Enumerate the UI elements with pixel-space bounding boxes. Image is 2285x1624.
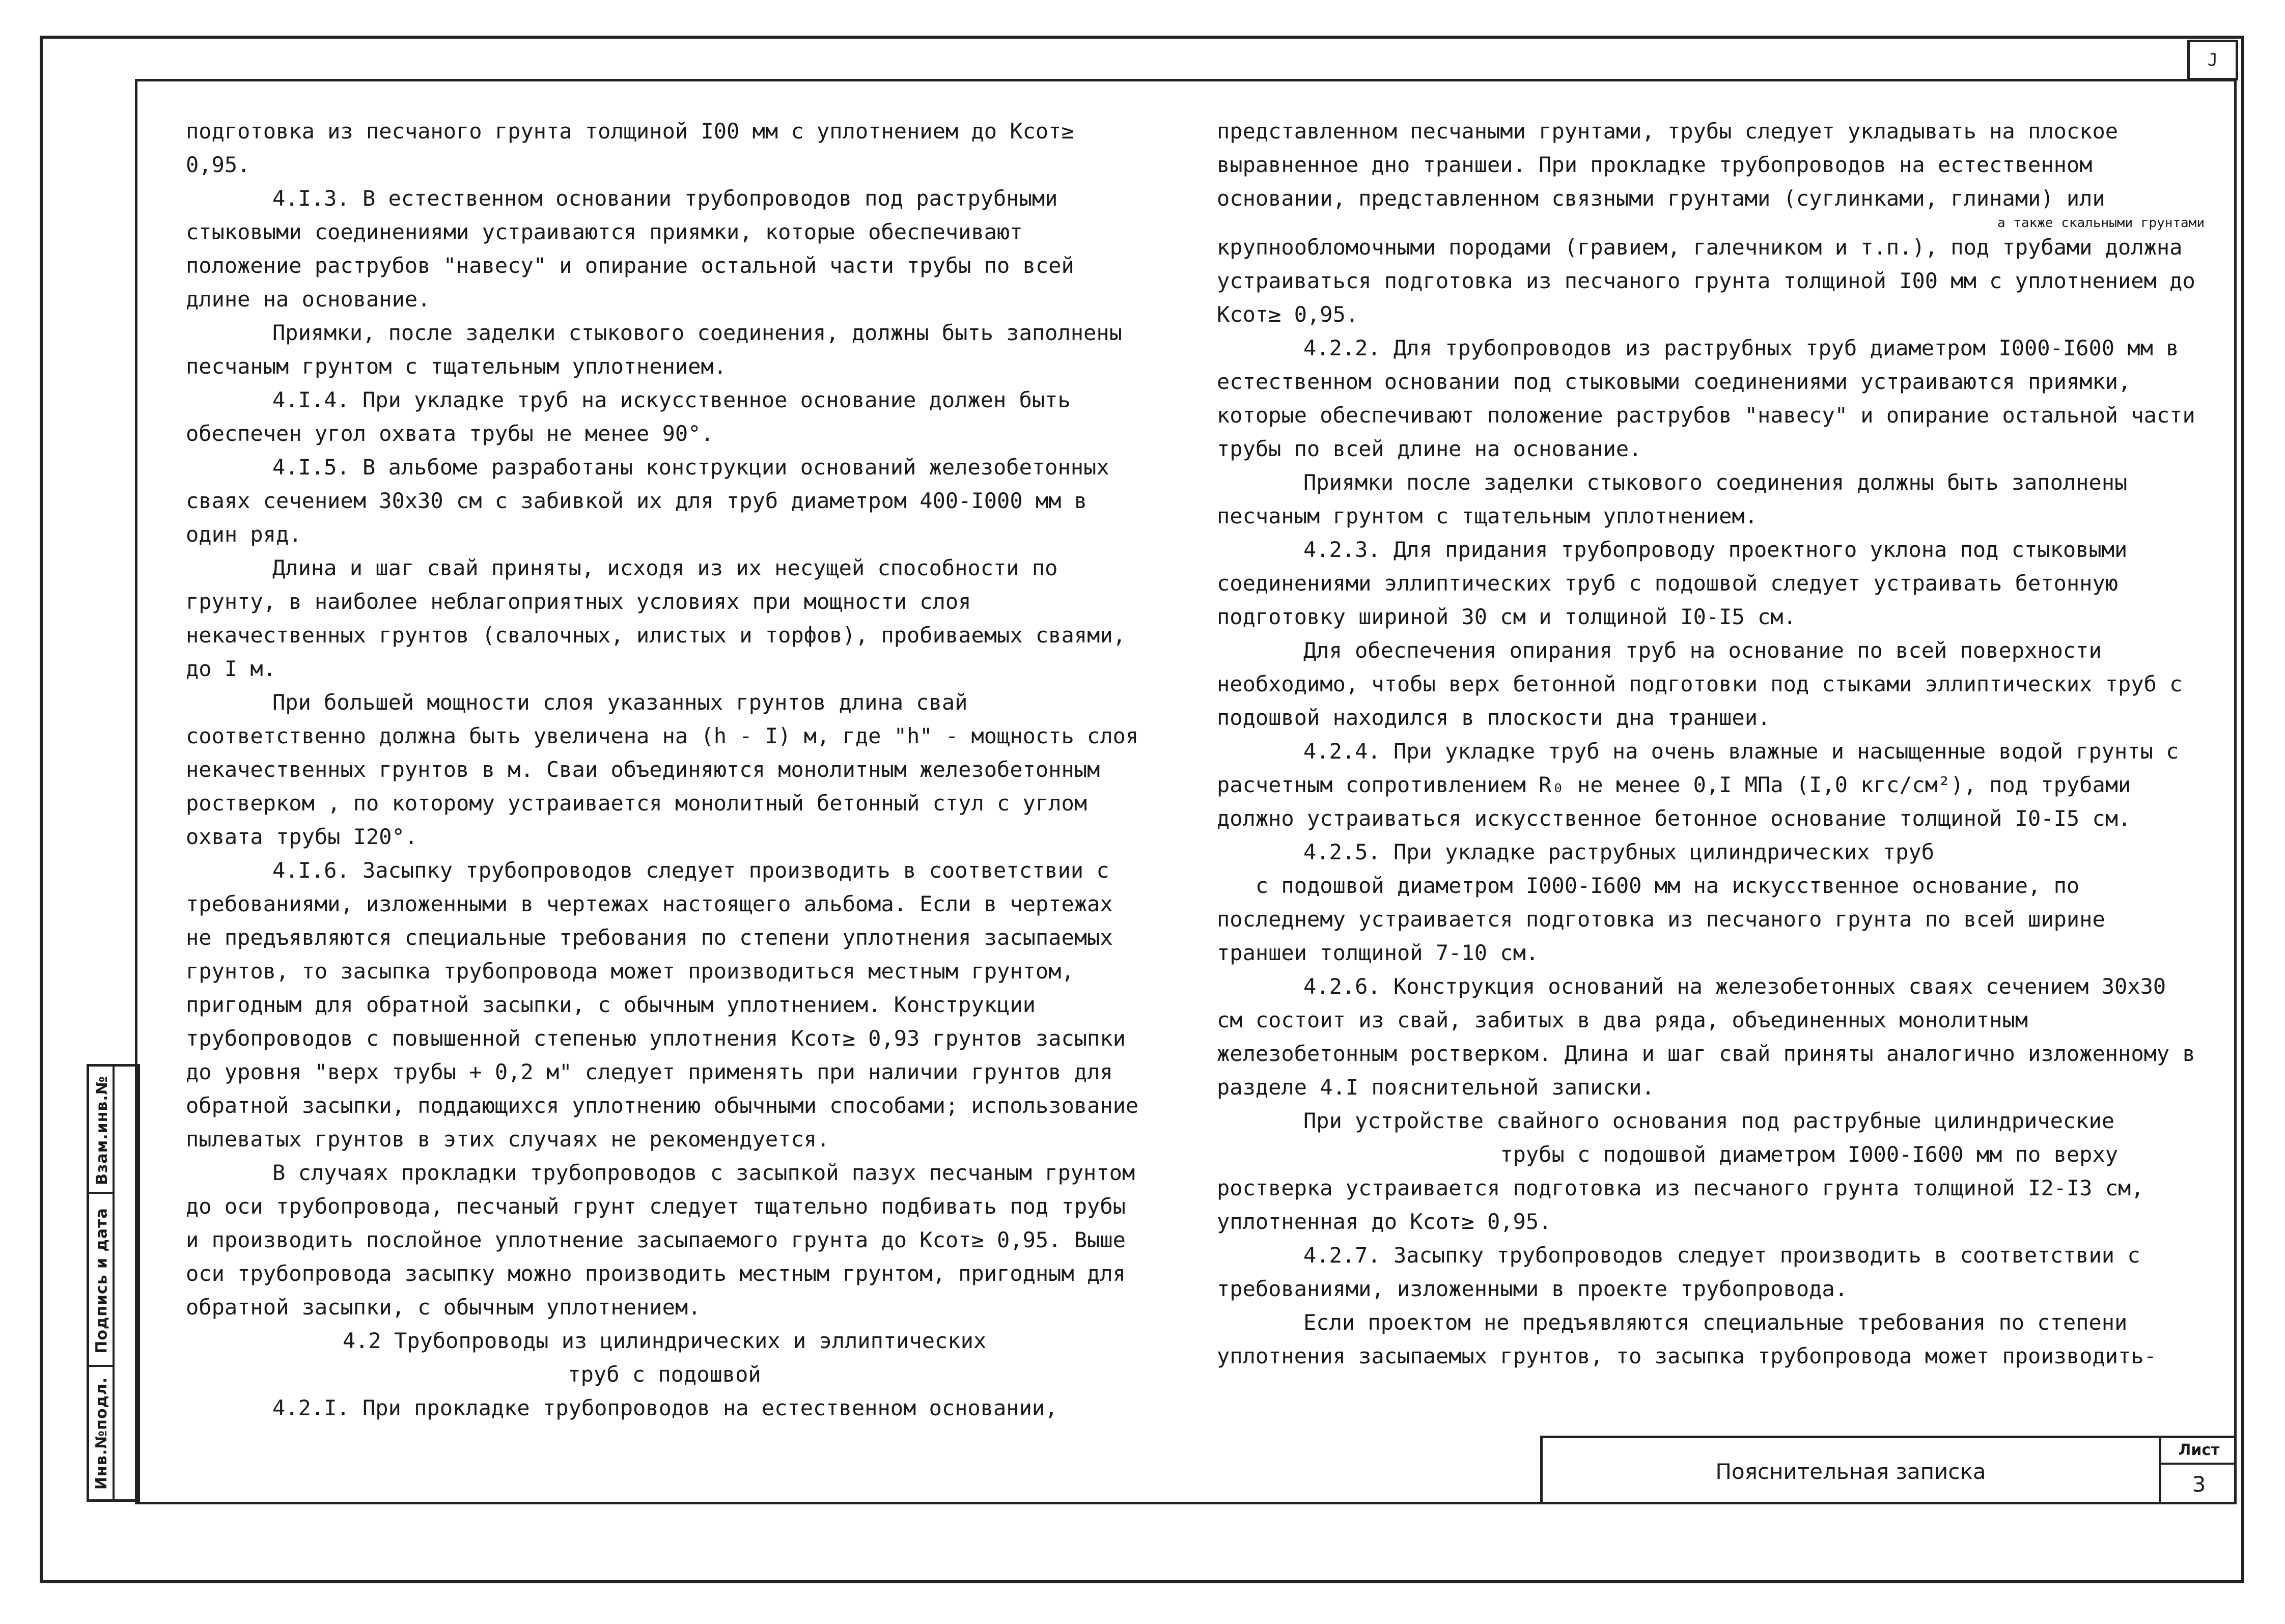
paragraph: Если проектом не предъявляются специальные требования по степени уплотнения засыпаемых грунтов, то засыпка трубопровода может производить- — [1217, 1310, 2157, 1368]
paragraph: крупнообломочными породами (гравием, галечником и т.п.), под трубами должна устраиваться подготовка из песчаного грунта толщиной I00 мм с уплотнением до Kсот≥ 0,95. — [1217, 235, 2209, 327]
paragraph: При большей мощности слоя указанных грунтов длина свай соответственно должна быть увеличена на (h - I) м, где "h" - мощность слоя некачественных грунтов в м. Сваи объединяются монолитным железобетонным ростверком , по которому устраивается монолитный бетонный стул с углом охвата трубы I20°. — [186, 690, 1152, 849]
paragraph-4-2-4: 4.2.4. При укладке труб на очень влажные и насыщенные водой грунты с расчетным сопротивлением R₀ не менее 0,I МПа (I,0 кгс/см²), под трубами должно устраиваться искусственное бетонное основание толщиной I0-I5 см. — [1217, 739, 2192, 831]
stamp-field-signature: Подпись и дата — [93, 1207, 111, 1354]
paragraph: Приямки после заделки стыкового соединения должны быть заполнены песчаным грунтом с тщательным уплотнением. — [1217, 470, 2140, 528]
paragraph-4-2-5: 4.2.5. При укладке раструбных цилиндрических труб с подошвой диаметром I000-I600 мм на искусственное основание, по последнему устраивается подготовка из песчаного грунта по всей ширине траншеи толщиной 7-10 см. — [1217, 839, 2105, 965]
paragraph-4-1-6: 4.I.6. Засыпку трубопроводов следует производить в соответствии с требованиями, изложенными в чертежах настоящего альбома. Если в чертежах не предъявляются специальные требования по степени уплотнения засыпаемых грунтов, то засыпка трубопровода может производиться местным грунтом, пригодным для обратной засыпки, с обычным уплотнением. Конструкции трубопроводов с повышенной степенью уплотнения Kсот≥ 0,93 грунтов засыпки до уровня "верх трубы + 0,2 м" следует применять при наличии грунтов для обратной засыпки, поддающихся уплотнению обычными способами; использование пылеватых грунтов в этих случаях не рекомендуется. — [186, 858, 1152, 1152]
paragraph: Длина и шаг свай приняты, исходя из их несущей способности по грунту, в наиболее неблагоприятных условиях при мощности слоя некачественных грунтов (свалочных, илистых и торфов), пробиваемых сваями, до I м. — [186, 555, 1139, 681]
paragraph: При устройстве свайного основания под раструбные цилиндрические трубы с подошвой диаметром I000-I600 мм по верху ростверка устраивается подготовка из песчаного грунта толщиной I2-I3 см, уплотненная до Kсот≥ 0,95. — [1217, 1108, 2144, 1234]
paragraph-4-1-3: 4.I.3. В естественном основании трубопроводов под раструбными стыковыми соединениями устраиваются приямки, которые обеспечивают положение раструбов "навесу" и опирание остальной части трубы по всей длине на основание. — [186, 186, 1088, 312]
paragraph: Для обеспечения опирания труб на основание по всей поверхности необходимо, чтобы верх бетонной подготовки под стыками эллиптических труб с подошвой находился в плоскости дна траншеи. — [1217, 638, 2195, 730]
paragraph-4-2-3: 4.2.3. Для придания трубопроводу проектного уклона под стыковыми соединениями эллиптических труб с подошвой следует устраивать бетонную подготовку шириной 30 см и толщиной I0-I5 см. — [1217, 537, 2140, 629]
section-heading-4-2: 4.2 Трубопроводы из цилиндрических и эллиптических труб с подошвой — [342, 1328, 987, 1387]
paragraph: представленном песчаными грунтами, трубы следует укладывать на плоское выравненное дно траншеи. При прокладке трубопроводов на естественном основании, представленном связными грунтами (суглинками, глинами) или — [1217, 119, 2131, 211]
paragraph-4-1-5: 4.I.5. В альбоме разработаны конструкции оснований железобетонных сваях сечением 30х30 см с забивкой их для труб диаметром 400-I000 мм в один ряд. — [186, 455, 1122, 547]
paragraph-4-2-6: 4.2.6. Конструкция оснований на железобетонных сваях сечением 30х30 см состоит из свай, забитых в два ряда, объединенных монолитным железобетонным ростверком. Длина и шаг свай приняты аналогично изложенному в разделе 4.I пояснительной записки. — [1217, 974, 2209, 1100]
side-stamp — [87, 1064, 140, 1502]
handwritten-insertion: а также скальными грунтами — [1997, 215, 2205, 231]
paragraph: Приямки, после заделки стыкового соединения, должны быть заполнены песчаным грунтом с тщательным уплотнением. — [186, 320, 1135, 379]
stamp-field-replacement: Взам.инв.№ — [93, 1075, 111, 1185]
paragraph: подготовка из песчаного грунта толщиной I00 мм с уплотнением до Kсот≥ 0,95. — [186, 119, 1088, 177]
paragraph-4-1-4: 4.I.4. При укладке труб на искусственное основание должен быть обеспечен угол охвата трубы не менее 90°. — [186, 387, 1084, 446]
paragraph-4-2-7: 4.2.7. Засыпку трубопроводов следует производить в соответствии с требованиями, изложенными в проекте трубопровода. — [1217, 1243, 2153, 1301]
sheet-number: 3 — [2192, 1472, 2206, 1497]
corner-mark: J — [2187, 40, 2238, 80]
paragraph: В случаях прокладки трубопроводов с засыпкой пазух песчаным грунтом до оси трубопровода, песчаный грунт следует тщательно подбивать под трубы и производить послойное уплотнение засыпаемого грунта до Kсот≥ 0,95. Выше оси трубопровода засыпку можно производить местным грунтом, пригодным для обратной засыпки, с обычным уплотнением. — [186, 1160, 1148, 1320]
title-block — [1540, 1436, 2237, 1504]
left-text-column — [186, 115, 1152, 1425]
stamp-field-inventory: Инв.№подл. — [93, 1377, 111, 1490]
paragraph-4-2-1: 4.2.I. При прокладке трубопроводов на естественном основании, — [272, 1395, 1058, 1420]
right-text-column — [1217, 115, 2209, 1373]
sheet-label: Лист — [2161, 1438, 2237, 1465]
document-title: Пояснительная записка — [1543, 1438, 2161, 1504]
paragraph-4-2-2: 4.2.2. Для трубопроводов из раструбных труб диаметром I000-I600 мм в естественном основании под стыковыми соединениями устраиваются приямки, которые обеспечивают положение раструбов "навесу" и опирание остальной части трубы по всей длине на основание. — [1217, 335, 2209, 461]
